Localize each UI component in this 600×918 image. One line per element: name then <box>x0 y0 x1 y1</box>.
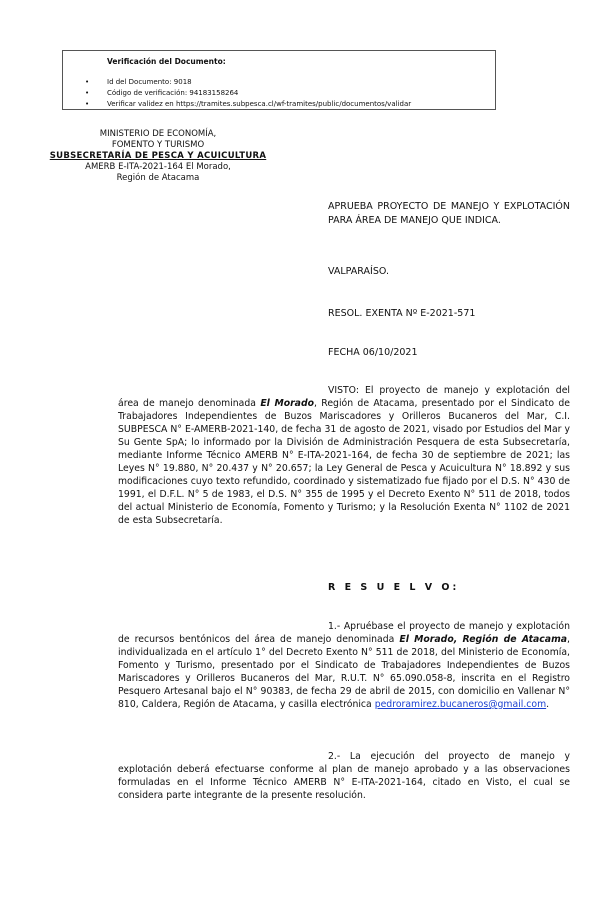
verification-title: Verificación del Documento: <box>107 57 226 66</box>
article-1-rest: , individualizada en el artículo 1° del Decreto Exento N° 511 de 2018, del Ministerio de Economía, Fomento y Turismo, presentado por el Sindicato de Trabajadores Independientes de Buzos Mariscadores y Orilleros Bucaneros del Mar, R.U.T. N° 65.090.058-8, inscrita en el Registro Pesquero Artesanal bajo el N° 90383, de fecha 29 de abril de 2015, con domicilio en Vallenar N° 810, Caldera, Región de Atacama, y casilla electrónica <box>118 634 570 710</box>
document-title: APRUEBA PROYECTO DE MANEJO Y EXPLOTACIÓN PARA ÁREA DE MANEJO QUE INDICA. <box>328 201 570 226</box>
article-2 <box>118 750 570 802</box>
ministry-header <box>30 129 286 184</box>
article-2-text: 2.- La ejecución del proyecto de manejo y explotación deberá efectuarse conforme al plan de manejo aprobado y a las observaciones formuladas en el Informe Técnico AMERB N° E-ITA-2021-164, citado en Visto, el cual se considera parte integrante de la presente resolución. <box>118 751 570 801</box>
document-date: FECHA 06/10/2021 <box>328 347 418 358</box>
resuelvo-heading: R E S U E L V O: <box>328 582 460 593</box>
verification-list <box>85 77 411 110</box>
visto-text-lead: VISTO: El proyecto de manejo y explotación del área de manejo denominada <box>118 385 570 409</box>
ministry-line-2: FOMENTO Y TURISMO <box>111 140 205 150</box>
document-city: VALPARAÍSO. <box>328 266 389 277</box>
article-1 <box>118 620 570 711</box>
visto-area-name: El Morado <box>260 398 314 409</box>
resolution-number: RESOL. EXENTA Nº E-2021-571 <box>328 308 476 319</box>
visto-paragraph <box>118 384 570 527</box>
region-name: Región de Atacama <box>116 173 200 183</box>
verification-id: • Id del Documento: 9018 <box>85 77 411 88</box>
article-1-end: . <box>546 699 550 710</box>
visto-text-rest: , Región de Atacama, presentado por el Sindicato de Trabajadores Independientes de Buzos Mariscadores y Orilleros Bucaneros del Mar, C.I. SUBPESCA N° E-AMERB-2021-140, de fecha 31 de agosto de 2021, visado por Estudios del Mar y Su Gente SpA; lo informado por la División de Administración Pesquera de esta Subsecretaría, mediante Informe Técnico AMERB N° E-ITA-2021-164, de fecha 30 de septiembre de 2021; las Leyes N° 19.880, N° 20.437 y N° 20.657; la Ley General de Pesca y Acuicultura N° 18.892 y sus modificaciones cuyo texto refundido, coordinado y sistematizado fue fijado por el D.S. N° 430 de 1991, el D.F.L. N° 5 de 1983, el D.S. N° 355 de 1995 y el Decreto Exento N° 511 de 2018, todos del actual Ministerio de Economía, Fomento y Turismo; y la Resolución Exenta N° 1102 de 2021 de esta Subsecretaría. <box>118 398 570 526</box>
ministry-line-1: MINISTERIO DE ECONOMÍA, <box>99 129 217 139</box>
article-1-lead: 1.- Apruébase el proyecto de manejo y explotación de recursos bentónicos del área de manejo denominada <box>118 621 570 645</box>
verification-code: • Código de verificación: 94183158264 <box>85 88 411 99</box>
email-link[interactable]: pedroramirez.bucaneros@gmail.com <box>374 699 547 710</box>
article-1-area-name: El Morado, Región de Atacama <box>399 634 568 645</box>
verification-url[interactable]: • Verificar validez en https://tramites.subpesca.cl/wf-tramites/public/documentos/validar <box>85 99 411 110</box>
verification-box <box>62 50 496 110</box>
subsecretaria-name: SUBSECRETARÍA DE PESCA Y ACUICULTURA <box>49 151 267 161</box>
amerb-reference: AMERB E-ITA-2021-164 El Morado, <box>85 162 231 172</box>
